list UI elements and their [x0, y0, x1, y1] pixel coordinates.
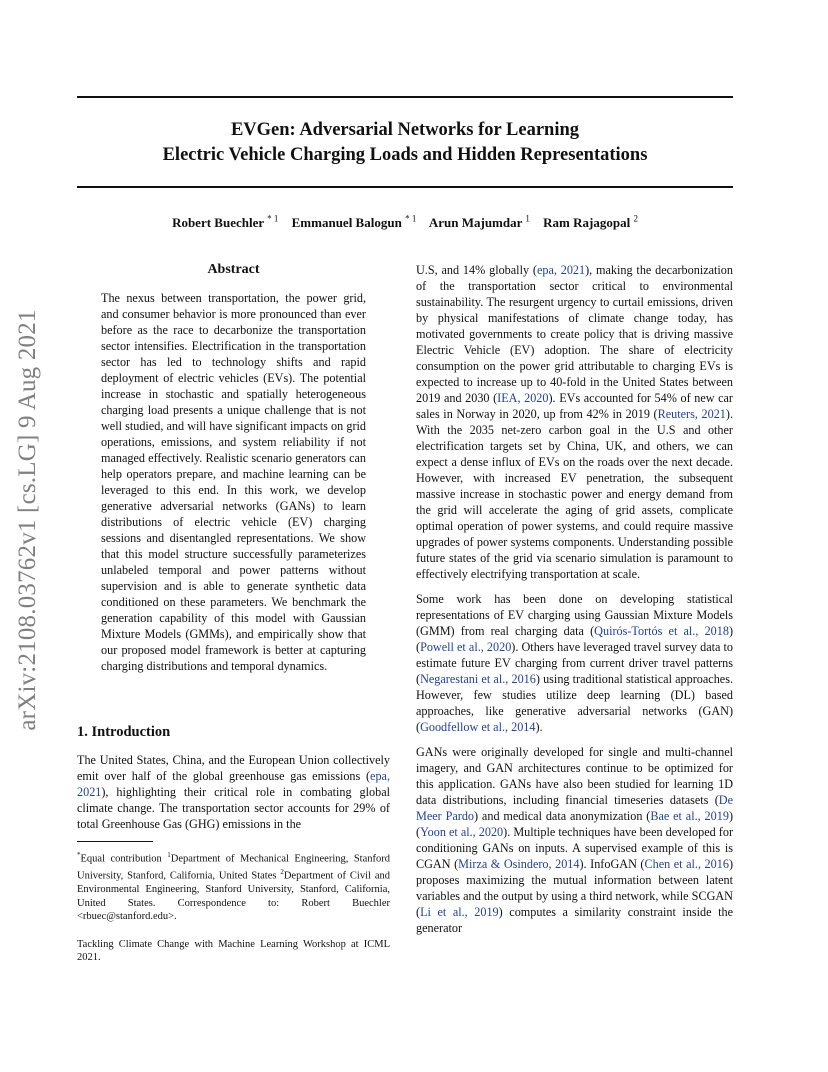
paragraph-text: ).: [535, 720, 543, 734]
footnote: *Equal contribution $^1$Department of Mechanical Engineering, Stanford University, Stanford, California, United States $^2$Department of Civil and Environmental Engineering, Stanford University, Stanford, California, United States. Correspondence to: Robert Buechler <rbuec@stanford.edu>.: [77, 851, 390, 922]
citation-link[interactable]: Goodfellow et al., 2014: [420, 720, 536, 734]
citation-link[interactable]: Mirza & Osindero, 2014: [458, 857, 580, 871]
citation-link[interactable]: Li et al., 2019: [420, 905, 499, 919]
citation-link[interactable]: Powell et al., 2020: [420, 640, 512, 654]
paragraph-text: ). EVs accounted for 54% of new car sales in Norway in 2020, up from 42% in 2019 (: [416, 391, 733, 421]
author: Arun Majumdar $^1$: [428, 214, 530, 231]
citation-link[interactable]: Yoon et al., 2020: [420, 825, 504, 839]
title-rule-bottom: [77, 186, 733, 188]
citation-link[interactable]: Reuters, 2021: [657, 407, 726, 421]
paragraph-text: ) and medical data anonymization (: [474, 809, 651, 823]
paragraph-text: ) computes a similarity constraint inside the generator: [416, 905, 734, 935]
workshop-note: Tackling Climate Change with Machine Learning Workshop at ICML 2021.: [77, 938, 390, 963]
paragraph-text: U.S, and 14% globally (: [416, 263, 537, 277]
paragraph-text: Some work has been done on developing statistical representations of EV charging using Gaussian Mixture Models (GMM) from real charging data (: [416, 592, 733, 638]
citation-link[interactable]: Chen et al., 2016: [644, 857, 729, 871]
right-column: [416, 262, 733, 945]
citation-link[interactable]: De Meer Pardo: [416, 793, 733, 823]
paragraph-text: )(: [416, 809, 733, 839]
title-line-2: Electric Vehicle Charging Loads and Hidden Representations: [162, 145, 648, 165]
citation-link[interactable]: epa, 2021: [77, 769, 390, 799]
intro-paragraph: The United States, China, and the European Union collectively emit over half of the global greenhouse gas emissions (epa, 2021), highlighting their critical role in combating global climate change. The transportation sector accounts for 29% of total Greenhouse Gas (GHG) emissions in the: [77, 753, 390, 831]
citation-link[interactable]: Negarestani et al., 2016: [420, 672, 536, 686]
paragraph-text: GANs were originally developed for single and multi-channel imagery, and GAN architectures continue to be optimized for this application. GANs have also been studied for learning 1D data distributions, including financial timeseries datasets (: [416, 745, 733, 807]
body-paragraph: [416, 744, 733, 936]
paragraph-text: ) using traditional statistical approaches. However, few studies utilize deep learning (DL) based approaches, like generative adversarial networks (GAN) (: [416, 672, 734, 734]
paragraph-text: ), making the decarbonization of the transportation sector critical to environmental sustainability. The resurgent urgency to curtail emissions, driven by physical manifestations of climate change today, has motivated governments to create policy that is driving massive Electric Vehicle (EV) adoption. The share of electricity consumption on the power grid attributable to charging EVs is expected to increase up to 40-fold in the United States between 2019 and 2030 (: [416, 263, 733, 405]
citation-link[interactable]: Bae et al., 2019: [650, 809, 729, 823]
paragraph-text: ). Multiple techniques have been developed for conditioning GANs on inputs. A supervised example of this is CGAN (: [416, 825, 733, 871]
paragraph-text: ). With the 2035 net-zero carbon goal in the U.S and other electrification targets set by China, UK, and others, we can expect a dense influx of EVs on the roads over the next decade. However, with increased EV penetration, the subsequent massive increase in stochastic power and energy demand from the grid will accelerate the aging of grid assets, complicate optimal operation of power systems, and could require massive upgrades of power systems components. Understanding possible future states of the grid via scenario simulation is paramount to effectively electrifying transportation at scale.: [416, 407, 734, 581]
arxiv-stamp-text: arXiv:2108.03762v1 [cs.LG] 9 Aug 2021: [14, 309, 41, 731]
affiliation-mark: * 1: [405, 214, 417, 224]
affiliation-mark: * 1: [267, 214, 279, 224]
paragraph-text: ). InfoGAN (: [579, 857, 645, 871]
author-list: [77, 214, 733, 231]
body-paragraph: [416, 262, 733, 582]
body-paragraph: [416, 591, 733, 735]
footnote-rule: [77, 841, 153, 842]
section-heading-introduction: 1. Introduction: [77, 724, 171, 740]
paper-title: [77, 118, 733, 168]
paragraph-text: ). Others have leveraged travel survey data to estimate future EV charging from current driver travel patterns (: [416, 640, 733, 686]
paragraph-text: ) proposes maximizing the mutual information between latent variables and the output by using a third network, while SCGAN (: [416, 857, 733, 919]
author: Emmanuel Balogun $^{* 1}$: [291, 214, 417, 231]
title-line-1: EVGen: Adversarial Networks for Learning: [230, 120, 580, 140]
citation-link[interactable]: epa, 2021: [536, 263, 586, 277]
citation-link[interactable]: Quirós-Tortós et al., 2018: [594, 624, 729, 638]
affiliation-mark: 2: [633, 214, 638, 224]
author: Robert Buechler $^{* 1}$: [172, 214, 279, 231]
citation-link[interactable]: IEA, 2020: [497, 391, 549, 405]
left-column: [77, 262, 390, 965]
abstract-heading: Abstract: [207, 262, 260, 277]
author: Ram Rajagopal $^2$: [543, 214, 638, 231]
affiliation-mark: 1: [525, 214, 530, 224]
abstract-text: The nexus between transportation, the power grid, and consumer behavior is more pronounced than ever before as the race to decarbonize the transportation sector intensifies. Electrification in the transportation sector has led to technology shifts and rapid deployment of electric vehicles (EVs). The potential increase in stochastic and spatially heterogeneous charging load presents a unique challenge that is not well studied, and will have significant impacts on grid operations, emissions, and system reliability if not managed effectively. Realistic scenario generators can help operators prepare, and machine learning can be leveraged to this end. In this work, we develop generative adversarial networks (GANs) to learn distributions of electric vehicle (EV) charging sessions and disentangled representations. We show that this model structure successfully parameterizes unlabeled temporal and power patterns without supervision and is able to generate synthetic data conditioned on these parameters. We benchmark the generation capability of this model with Gaussian Mixture Models (GMMs), and empirically show that our proposed model framework is better at capturing charging distributions and temporal dynamics.: [101, 291, 366, 673]
arxiv-stamp: [4, 290, 52, 750]
title-rule-top: [77, 96, 733, 98]
paragraph-text: ) (: [416, 624, 734, 654]
